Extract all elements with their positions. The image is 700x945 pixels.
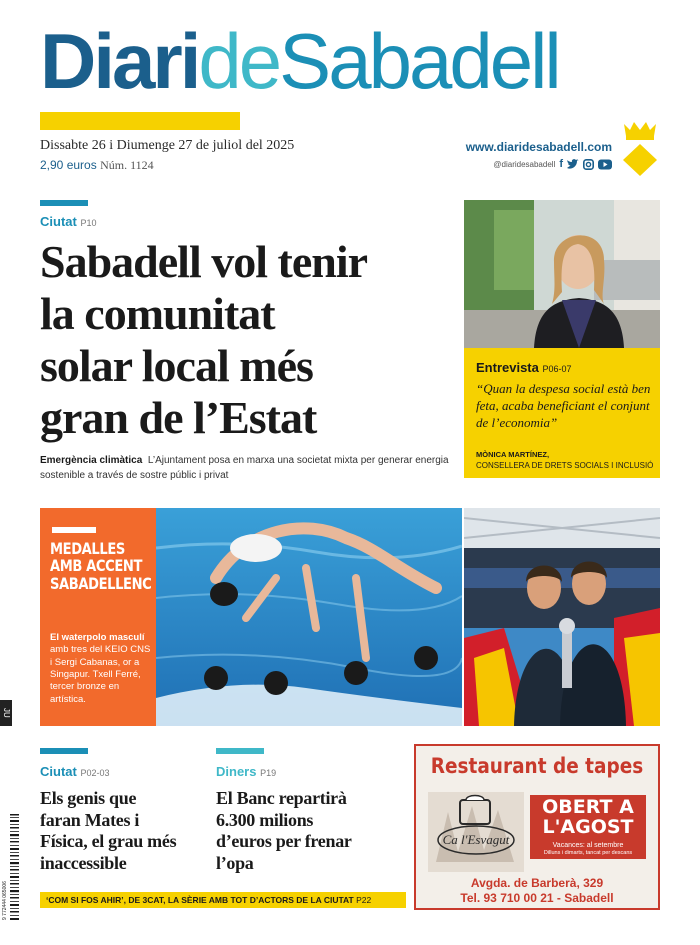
medals-title-line: SABADELLENC	[50, 573, 152, 593]
headline-line: Els genis que	[40, 788, 137, 808]
interview-quote: “Quan la despesa social està ben feta, acaba beneficiant el conjunt de l’economia”	[476, 381, 651, 431]
medals-text	[50, 632, 154, 706]
issue-number: Núm. 1124	[100, 158, 154, 172]
col1-headline[interactable]	[40, 788, 208, 874]
social-handle: @diaridesabadell	[493, 159, 556, 169]
col1-page-ref: P02-03	[80, 768, 110, 778]
headline-line: inaccessible	[40, 852, 127, 873]
website-link[interactable]: www.diaridesabadell.com	[465, 140, 612, 154]
ad-holiday: Vacances: al setembre	[552, 842, 624, 849]
headline-line: Física, el grau més	[40, 831, 177, 852]
ad-open-text	[530, 798, 646, 838]
col1-section-name: Ciutat	[40, 764, 77, 779]
headline-line: l’opa	[216, 852, 254, 873]
col1-section-bar	[40, 748, 88, 754]
interview-page-ref: P06-07	[542, 364, 572, 374]
ad-phone: Tel. 93 710 00 21 - Sabadell	[460, 891, 614, 905]
lead-section-name: Ciutat	[40, 214, 77, 229]
medals-title	[50, 540, 157, 592]
youtube-icon[interactable]	[598, 159, 612, 170]
interview-section-name: Entrevista	[476, 360, 539, 375]
headline-line: solar local més	[40, 339, 313, 391]
headline-line: faran Mates i	[40, 809, 140, 830]
lead-summary-text: L’Ajuntament posa en marxa una societat mixta per generar energia sostenible a través de sostre públic i privat	[40, 455, 449, 481]
sabadell-crest-icon	[620, 118, 660, 178]
lead-headline[interactable]	[40, 236, 450, 444]
issue-date: Dissabte 26 i Diumenge 27 de juliol del 2025	[40, 138, 295, 153]
medals-title-line: MEDALLES	[50, 539, 125, 558]
ad-logo-text: Ca l'Esvagut	[442, 832, 510, 847]
issue-price: 2,90 euros	[40, 158, 97, 172]
lead-page-ref: P10	[80, 218, 97, 228]
ad-open-line: L'AGOST	[542, 815, 634, 838]
headline-line: la comunitat	[40, 287, 275, 339]
interview-role: CONSELLERA DE DRETS SOCIALS I INCLUSIÓ	[476, 461, 654, 470]
artistic-swimming-photo	[156, 508, 462, 726]
instagram-icon[interactable]	[583, 159, 594, 170]
lead-summary	[40, 454, 450, 483]
ad-subtext	[530, 842, 646, 857]
ad-address-block	[414, 876, 660, 906]
logo-part-diari: Diari	[40, 17, 199, 105]
lead-kicker: Emergència climàtica	[40, 455, 143, 466]
ad-title: Restaurant de tapes	[430, 754, 644, 778]
promo-strip-text	[46, 895, 371, 905]
issue-price-line	[40, 158, 154, 173]
medals-bar	[52, 527, 96, 533]
masthead-yellow-bar	[40, 112, 240, 130]
ad-address: Avgda. de Barberà, 329	[470, 876, 604, 890]
col2-section-name: Diners	[216, 764, 257, 779]
headline-line: 6.300 milions	[216, 809, 314, 830]
edge-tab: JU	[0, 700, 12, 726]
logo-part-de: de	[198, 17, 280, 105]
promo-strip-label: ‘COM SI FOS AHIR’, DE 3CAT, LA SÈRIE AMB TOT D’ACTORS DE LA CIUTAT	[46, 895, 354, 905]
medals-body: amb tres del KEIO CNS i Sergi Cabanas, or a Singapur. Txell Ferré, tercer bronze en artística.	[50, 644, 151, 705]
waterpolo-medalists-photo	[464, 508, 660, 726]
headline-line: El Banc repartirà	[216, 788, 347, 808]
ad-open-line: OBERT A	[542, 796, 634, 818]
social-bar	[493, 158, 612, 170]
headline-line: Sabadell vol tenir	[40, 236, 368, 287]
col1-section-label[interactable]	[40, 764, 110, 779]
col2-section-bar	[216, 748, 264, 754]
medals-title-line: AMB ACCENT	[50, 556, 142, 576]
masthead-logo[interactable]	[40, 17, 559, 105]
lead-section-bar	[40, 200, 88, 206]
interview-photo	[464, 200, 660, 348]
col2-page-ref: P19	[260, 768, 277, 778]
col2-section-label[interactable]	[216, 764, 276, 779]
lead-section-label[interactable]	[40, 214, 96, 229]
headline-line: d’euros per frenar	[216, 831, 352, 852]
restaurant-logo-icon	[428, 792, 524, 872]
twitter-icon[interactable]	[567, 159, 579, 170]
headline-line: gran de l’Estat	[40, 391, 317, 443]
logo-part-sabadell: Sabadell	[279, 17, 559, 105]
barcode-number: 9 772444 065006	[2, 881, 8, 920]
col2-headline[interactable]	[216, 788, 406, 874]
promo-strip-page: P22	[356, 895, 372, 905]
facebook-icon[interactable]: f	[559, 158, 563, 170]
interview-name: MÒNICA MARTÍNEZ,	[476, 450, 550, 459]
medals-lead: El waterpolo masculí	[50, 632, 145, 643]
interview-section-label	[476, 360, 572, 375]
ad-hours: Dilluns i dimarts, tancat per descans	[543, 850, 633, 857]
barcode-icon	[0, 812, 20, 922]
